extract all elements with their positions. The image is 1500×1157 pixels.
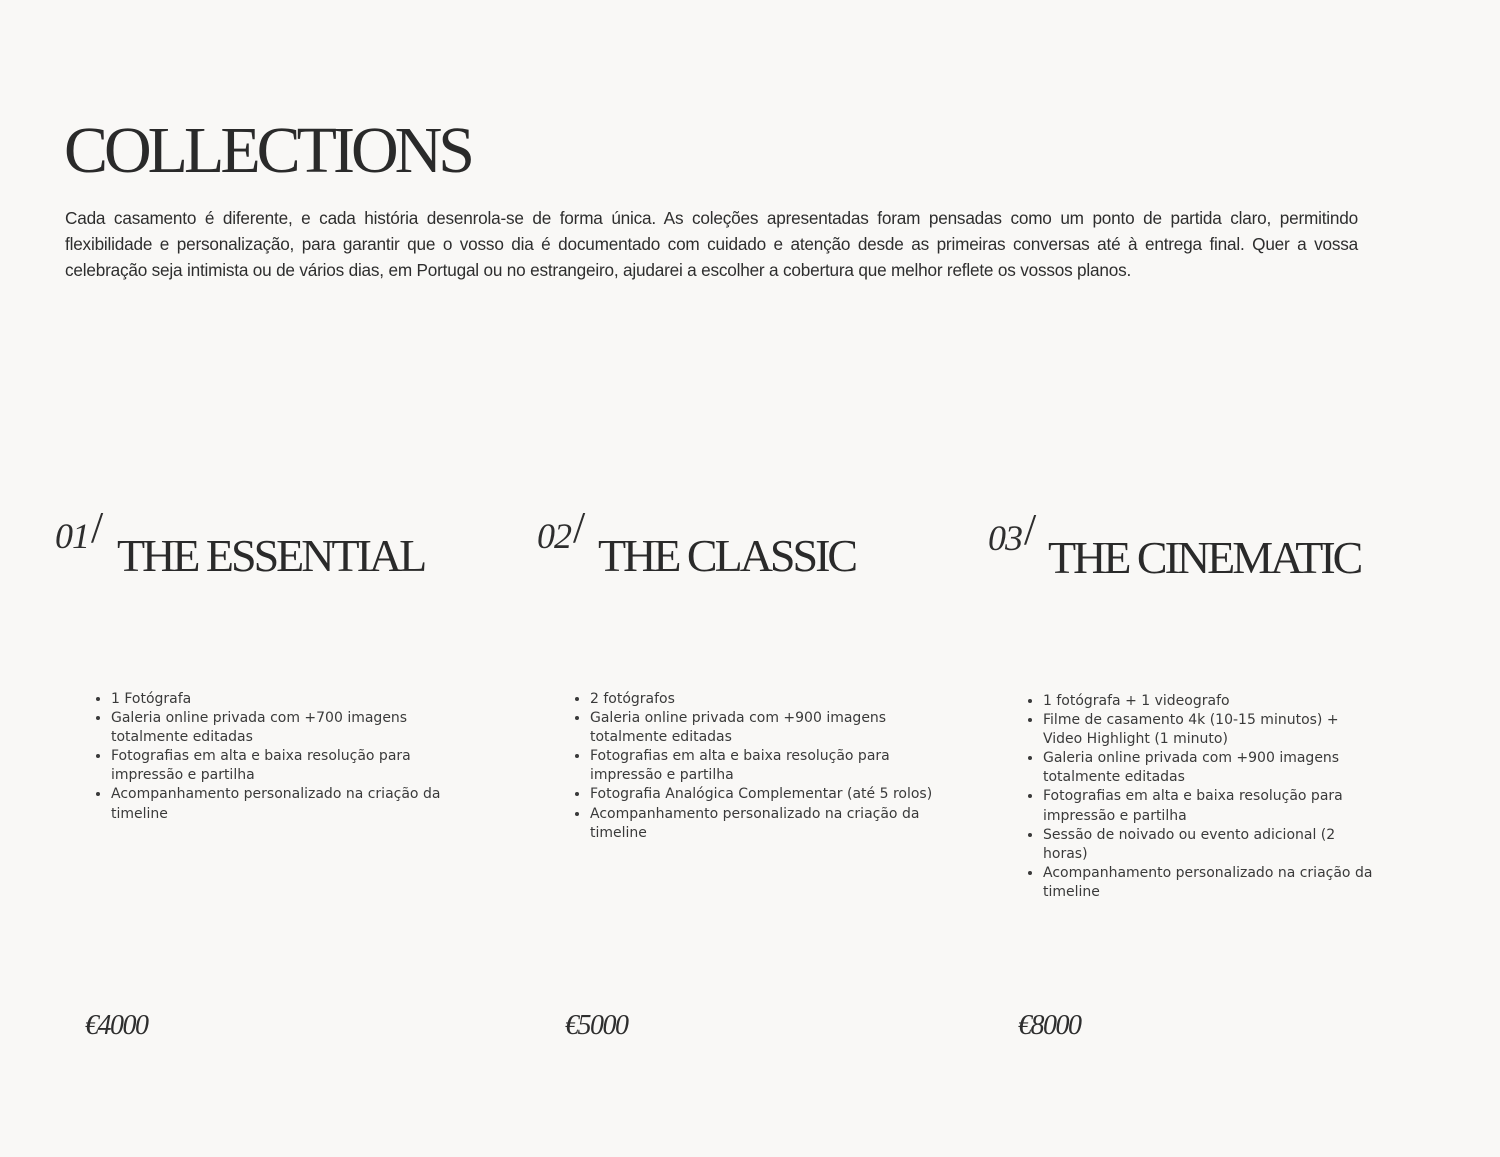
collection-2-number-text: 02 bbox=[537, 516, 571, 556]
collection-3-feature: • Fotografias em alta e baixa resolução para impressão e partilha bbox=[1043, 787, 1373, 825]
collection-3-features bbox=[997, 692, 1373, 902]
collection-1-feature: • Fotografias em alta e baixa resolução para impressão e partilha bbox=[111, 747, 461, 785]
collection-1-slash: / bbox=[91, 503, 103, 552]
collection-2-slash: / bbox=[573, 503, 585, 552]
collection-3-slash: / bbox=[1024, 505, 1036, 554]
collection-2-feature: • Fotografias em alta e baixa resolução para impressão e partilha bbox=[590, 747, 940, 785]
collection-2-number bbox=[537, 503, 585, 556]
collection-1-feature: • 1 Fotógrafa bbox=[111, 690, 461, 709]
collection-3-number-text: 03 bbox=[988, 518, 1022, 558]
collection-3-feature: • Filme de casamento 4k (10-15 minutos) + Video Highlight (1 minuto) bbox=[1043, 711, 1373, 749]
collection-1-feature: • Acompanhamento personalizado na criação da timeline bbox=[111, 785, 461, 823]
collection-3-feature: • 1 fotógrafa + 1 videografo bbox=[1043, 692, 1373, 711]
collection-3-feature: • Sessão de noivado ou evento adicional (2 horas) bbox=[1043, 826, 1373, 864]
collection-1-price: €4000 bbox=[85, 1010, 148, 1041]
collection-1-feature: • Galeria online privada com +700 imagens totalmente editadas bbox=[111, 709, 461, 747]
collection-2-feature: • 2 fotógrafos bbox=[590, 690, 940, 709]
page-title: COLLECTIONS bbox=[64, 114, 471, 187]
collection-2-feature: • Acompanhamento personalizado na criação da timeline bbox=[590, 805, 940, 843]
collection-3-number bbox=[988, 505, 1036, 558]
collection-1-number-text: 01 bbox=[55, 516, 89, 556]
collection-1-features bbox=[65, 690, 461, 824]
collection-3-price: €8000 bbox=[1018, 1010, 1081, 1041]
collection-2-price: €5000 bbox=[565, 1010, 628, 1041]
collection-2-feature: • Galeria online privada com +900 imagens totalmente editadas bbox=[590, 709, 940, 747]
collection-2-features bbox=[544, 690, 940, 843]
collection-3-name: THE CINEMATIC bbox=[1048, 532, 1361, 583]
collection-3-feature: • Acompanhamento personalizado na criação da timeline bbox=[1043, 864, 1373, 902]
collection-2-feature: • Fotografia Analógica Complementar (até 5 rolos) bbox=[590, 785, 940, 804]
collection-1-number bbox=[55, 503, 103, 556]
collection-3-feature: • Galeria online privada com +900 imagens totalmente editadas bbox=[1043, 749, 1373, 787]
collection-2-name: THE CLASSIC bbox=[598, 530, 856, 581]
collection-1-name: THE ESSENTIAL bbox=[117, 530, 425, 581]
intro-paragraph: Cada casamento é diferente, e cada história desenrola-se de forma única. As coleções apresentadas foram pensadas como um ponto de partida claro, permitindo flexibilidade e personalização, para garantir que o vosso dia é documentado com cuidado e atenção desde as primeiras conversas até à entrega final. Quer a vossa celebração seja intimista ou de vários dias, em Portugal ou no estrangeiro, ajudarei a escolher a cobertura que melhor reflete os vossos planos. bbox=[65, 208, 1358, 280]
